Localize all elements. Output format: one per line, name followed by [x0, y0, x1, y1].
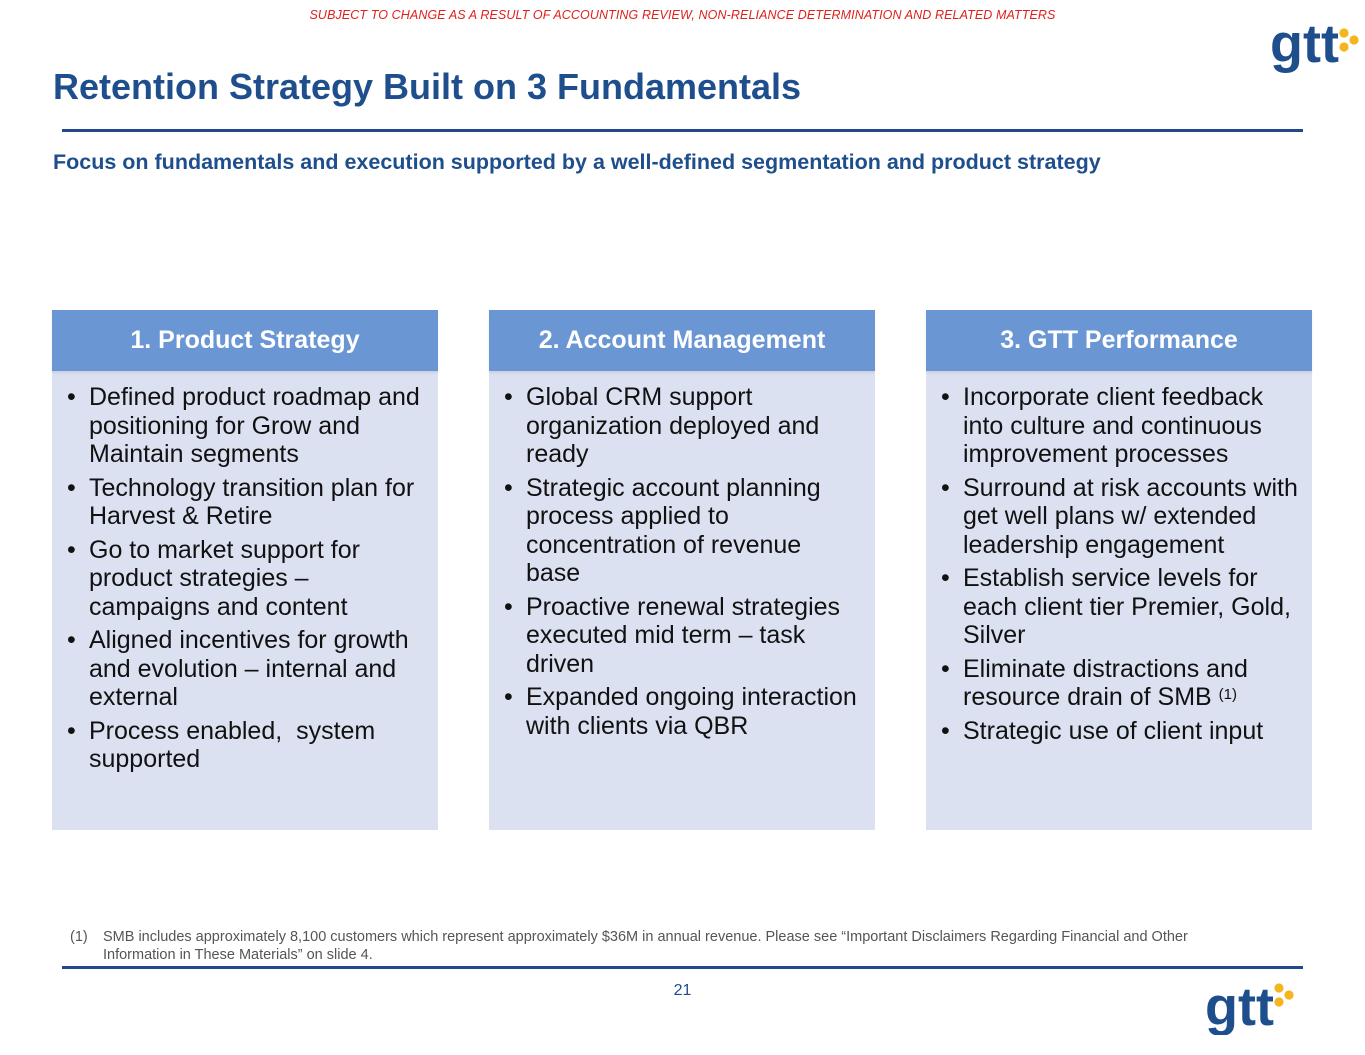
- header-divider: [62, 129, 1303, 132]
- bullet-list: [52, 371, 438, 774]
- bullet-item: • Expanded ongoing interaction with clients via QBR: [504, 683, 861, 740]
- disclaimer-banner: SUBJECT TO CHANGE AS A RESULT OF ACCOUNTING REVIEW, NON-RELIANCE DETERMINATION AND RELATED MATTERS: [309, 8, 1056, 22]
- bullet-item: • Strategic use of client input: [941, 717, 1298, 746]
- logo-wordmark: gtt: [1270, 16, 1339, 74]
- bullet-item: • Global CRM support organization deployed and ready: [504, 383, 861, 469]
- card-heading: 1. Product Strategy: [52, 310, 438, 371]
- gtt-logo: [1268, 16, 1360, 81]
- gtt-logo-footer: [1203, 975, 1295, 1040]
- card-heading: 3. GTT Performance: [926, 310, 1312, 371]
- bullet-item: • Go to market support for product strategies – campaigns and content: [67, 536, 424, 622]
- bullet-item: • Proactive renewal strategies executed mid term – task driven: [504, 593, 861, 679]
- footer-divider: [62, 966, 1303, 969]
- card-heading: 2. Account Management: [489, 310, 875, 371]
- bullet-item: • Establish service levels for each client tier Premier, Gold, Silver: [941, 564, 1298, 650]
- bullet-item: • Incorporate client feedback into culture and continuous improvement processes: [941, 383, 1298, 469]
- bullet-item: • Strategic account planning process applied to concentration of revenue base: [504, 474, 861, 588]
- card-product-strategy: [52, 310, 438, 830]
- bullet-list: [489, 371, 875, 740]
- bullet-item: • Defined product roadmap and positioning for Grow and Maintain segments: [67, 383, 424, 469]
- footnote-marker: (1): [1218, 686, 1238, 703]
- bullet-item: [941, 655, 1298, 712]
- footnote: [70, 928, 1230, 964]
- slide-title: Retention Strategy Built on 3 Fundamentals: [53, 66, 802, 107]
- bullet-item: • Process enabled, system supported: [67, 717, 424, 774]
- slide-subtitle: Focus on fundamentals and execution supported by a well-defined segmentation and product strategy: [53, 150, 1101, 174]
- logo-wordmark: gtt: [1205, 977, 1274, 1035]
- page-number: 21: [673, 982, 692, 999]
- card-gtt-performance: [926, 310, 1312, 830]
- card-account-management: [489, 310, 875, 830]
- bullet-list: [926, 371, 1312, 745]
- footnote-number: (1): [70, 929, 88, 945]
- footnote-text: SMB includes approximately 8,100 customers which represent approximately $36M in annual revenue. Please see “Important Disclaimers Regarding Financial and Other Information in These Materials” on slide 4.: [103, 929, 1188, 963]
- bullet-item: • Surround at risk accounts with get well plans w/ extended leadership engagement: [941, 474, 1298, 560]
- bullet-item: • Aligned incentives for growth and evolution – internal and external: [67, 626, 424, 712]
- bullet-item: • Technology transition plan for Harvest & Retire: [67, 474, 424, 531]
- bullet-text: Eliminate distractions and resource drain of SMB: [963, 654, 1248, 711]
